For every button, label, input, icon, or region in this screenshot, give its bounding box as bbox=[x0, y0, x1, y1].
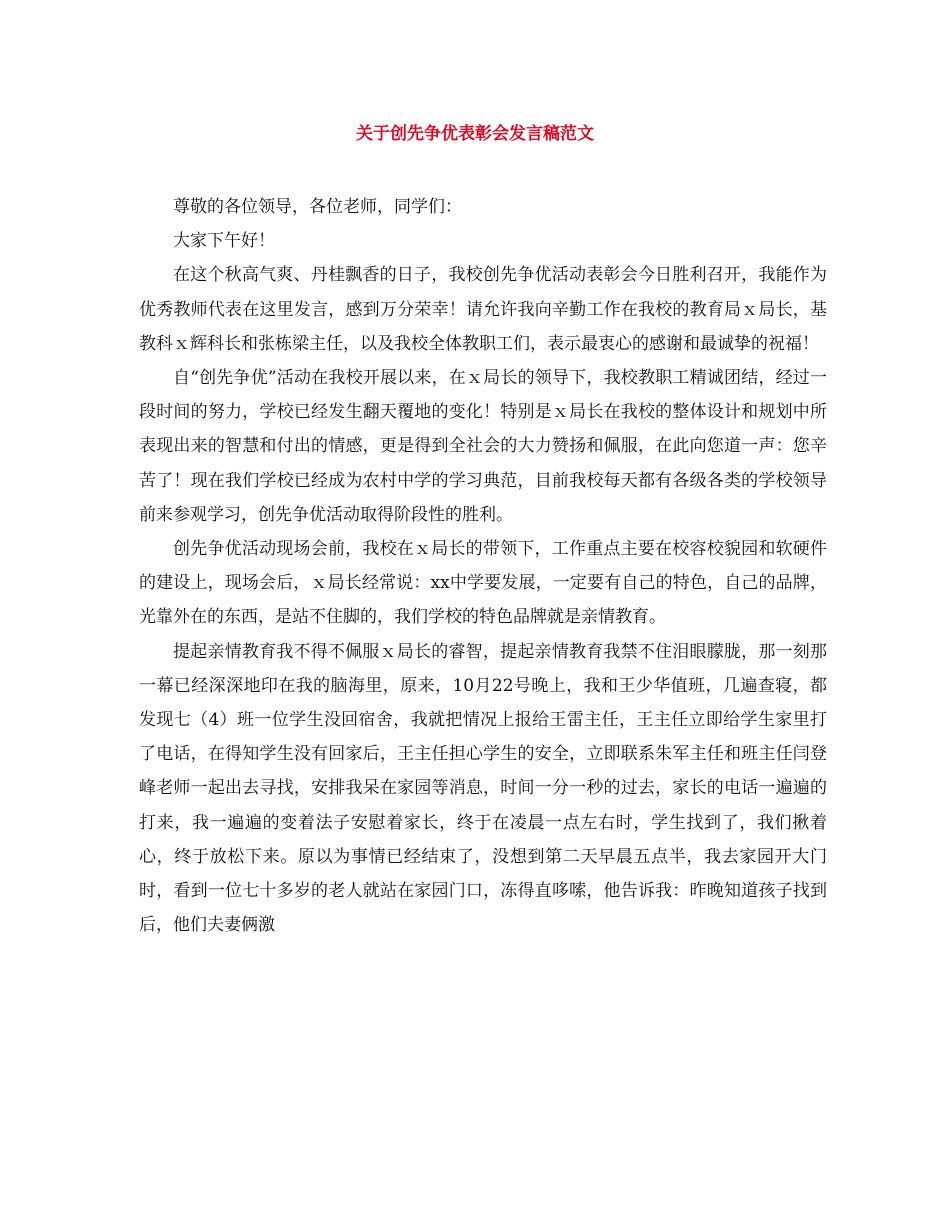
paragraph-salutation: 尊敬的各位领导，各位老师，同学们： bbox=[173, 197, 462, 217]
paragraph-body: 在这个秋高气爽、丹桂飘香的日子，我校创先争优活动表彰会今日胜利召开，我能作为优秀教师代表在这里发言，感到万分荣幸！请允许我向辛勤工作在我校的教育局ｘ局长，基教科ｘ辉科长和张栋梁主任，以及我校全体教职工们，表示最衷心的感谢和最诚挚的祝福！ bbox=[139, 265, 827, 354]
paragraph-greeting: 大家下午好！ bbox=[173, 231, 275, 252]
paragraph-body: 提起亲情教育我不得不佩服ｘ局长的睿智，提起亲情教育我禁不住泪眼朦胧，那一刻那一幕已经深深地印在我的脑海里，原来，10月22号晚上，我和王少华值班，几遍查寝，都发现七（4）班一位学生没回宿舍，我就把情况上报给王雷主任，王主任立即给学生家里打了电话，在得知学生没有回家后，王主任担心学生的安全，立即联系朱军主任和班主任闫登峰老师一起出去寻找，安排我呆在家园等消息，时间一分一秒的过去，家长的电话一遍遍的打来，我一遍遍的变着法子安慰着家长，终于在凌晨一点左右时，学生找到了，我们揪着心，终于放松下来。原以为事情已经结束了，没想到第二天早晨五点半，我去家园开大门时，看到一位七十多岁的老人就站在家园门口，冻得直哆嗦，他告诉我：昨晚知道孩子找到后，他们夫妻俩激 bbox=[139, 641, 827, 936]
document-body bbox=[139, 190, 827, 942]
paragraph-body: 创先争优活动现场会前，我校在ｘ局长的带领下，工作重点主要在校容校貌园和软硬件的建设上，现场会后，ｘ局长经常说：xx中学要发展，一定要有自己的特色，自己的品牌，光靠外在的东西，是站不住脚的，我们学校的特色品牌就是亲情教育。 bbox=[139, 539, 827, 628]
paragraph-body: 自“创先争优”活动在我校开展以来，在ｘ局长的领导下，我校教职工精诚团结，经过一段时间的努力，学校已经发生翻天覆地的变化！特别是ｘ局长在我校的整体设计和规划中所表现出来的智慧和付出的情感，更是得到全社会的大力赞扬和佩服，在此向您道一声：您辛苦了！现在我们学校已经成为农村中学的学习典范，目前我校每天都有各级各类的学校领导前来参观学习，创先争优活动取得阶段性的胜利。 bbox=[139, 368, 827, 525]
document-title: 关于创先争优表彰会发言稿范文 bbox=[356, 124, 594, 144]
